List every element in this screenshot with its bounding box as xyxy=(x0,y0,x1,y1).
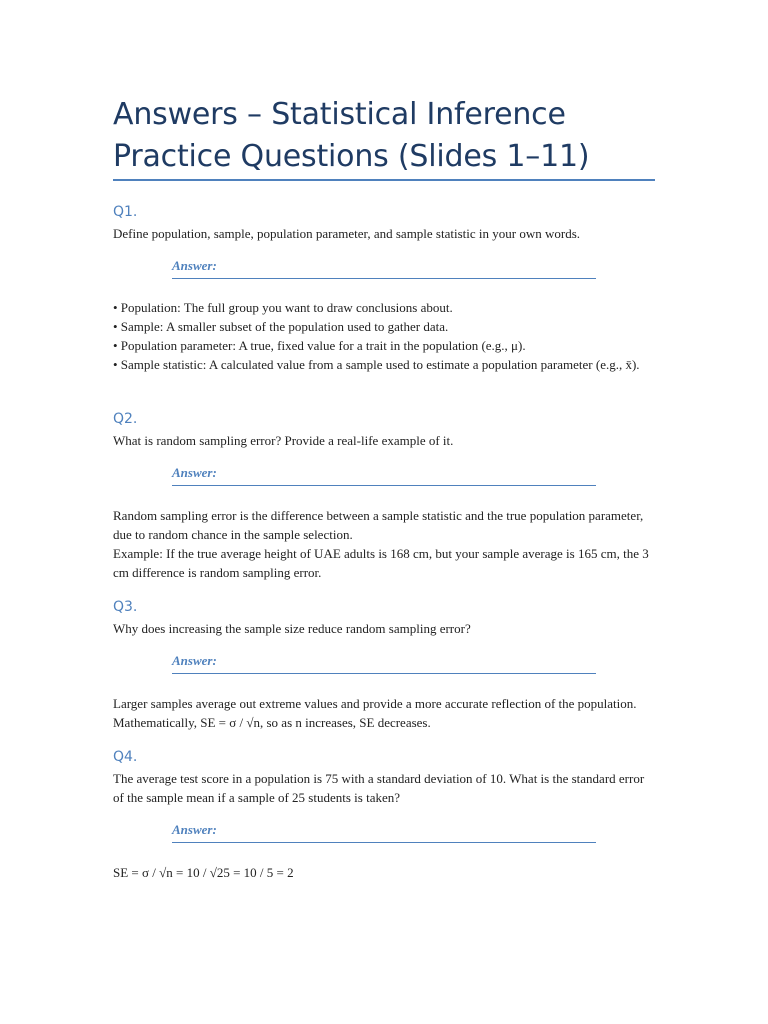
question-3-text: Why does increasing the sample size reduce random sampling error? xyxy=(113,621,471,636)
question-2-text: What is random sampling error? Provide a real-life example of it. xyxy=(113,433,454,448)
answer-line: Example: If the true average height of UAE adults is 168 cm, but your sample average is 165 cm, the 3 cm difference is random sampling error. xyxy=(113,546,649,580)
question-4-answer xyxy=(113,863,658,882)
question-4-heading: Q4. xyxy=(113,749,138,765)
answer-line: Larger samples average out extreme values and provide a more accurate reflection of the population. Mathematically, SE = σ / √n, so as n increases, SE decreases. xyxy=(113,696,637,730)
answer-line: Random sampling error is the difference between a sample statistic and the true population parameter, due to random chance in the sample selection. xyxy=(113,508,644,542)
answer-line: • Population: The full group you want to draw conclusions about. xyxy=(113,300,453,315)
question-1-text: Define population, sample, population parameter, and sample statistic in your own words. xyxy=(113,226,581,241)
question-3-answer xyxy=(113,694,658,732)
question-2-answer xyxy=(113,506,658,582)
question-1-answer-label: Answer: xyxy=(172,258,596,279)
answer-line: • Population parameter: A true, fixed value for a trait in the population (e.g., μ). xyxy=(113,338,526,353)
question-4-text: The average test score in a population is 75 with a standard deviation of 10. What is the standard error of the sample mean if a sample of 25 students is taken? xyxy=(113,771,645,805)
question-2-answer-label: Answer: xyxy=(172,465,596,486)
question-1-heading: Q1. xyxy=(113,204,138,220)
question-4-answer-label: Answer: xyxy=(172,822,596,843)
answer-line: • Sample statistic: A calculated value from a sample used to estimate a population parameter (e.g., x̄). xyxy=(113,357,640,372)
title-underline xyxy=(113,179,655,181)
question-1-answer xyxy=(113,298,658,374)
question-2-heading: Q2. xyxy=(113,411,138,427)
answer-line: • Sample: A smaller subset of the population used to gather data. xyxy=(113,319,449,334)
document-title: Answers – Statistical Inference Practice Questions (Slides 1–11) xyxy=(113,97,590,174)
question-3-heading: Q3. xyxy=(113,599,138,615)
question-3-answer-label: Answer: xyxy=(172,653,596,674)
answer-line: SE = σ / √n = 10 / √25 = 10 / 5 = 2 xyxy=(113,865,294,880)
